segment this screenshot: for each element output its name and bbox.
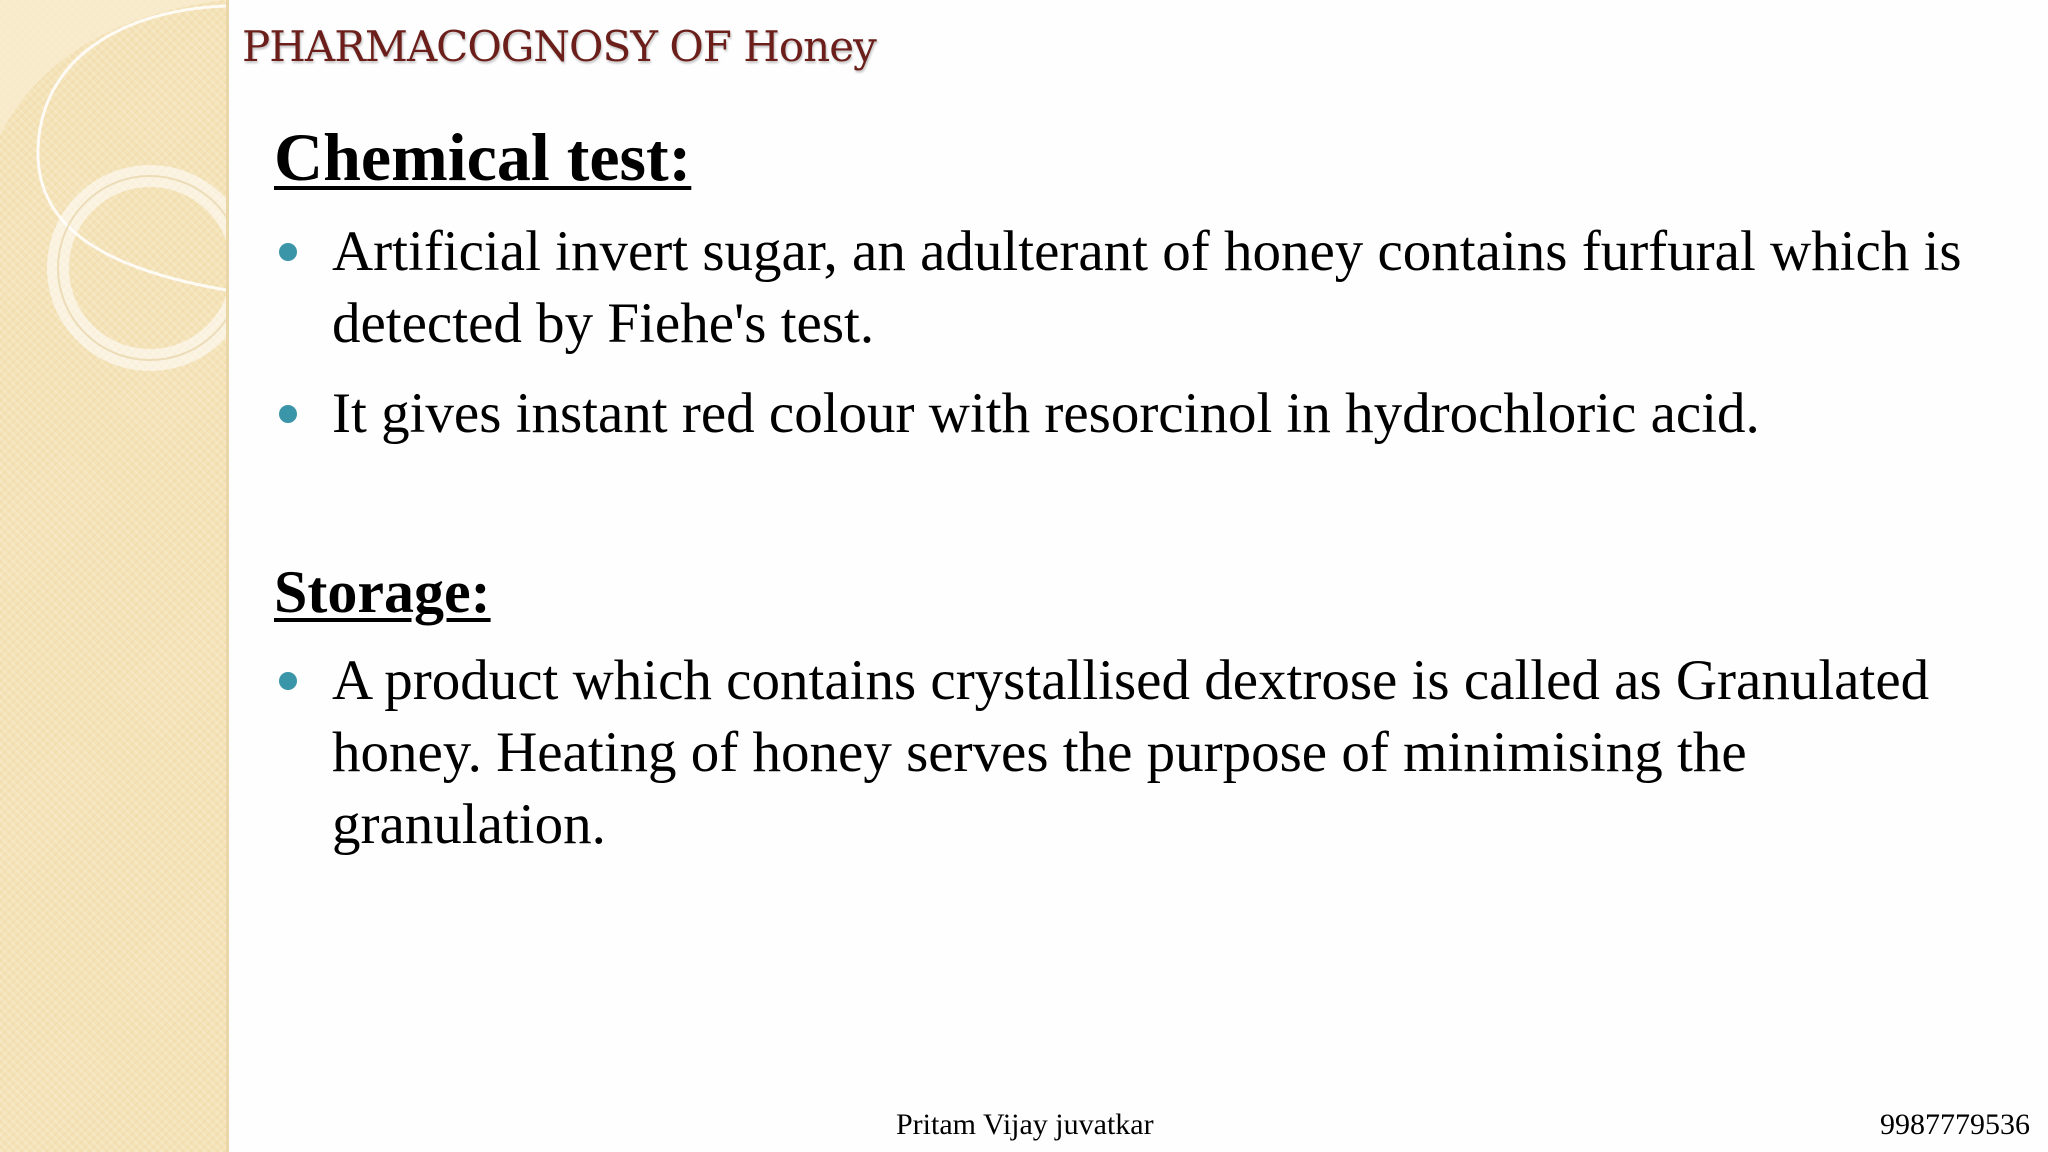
- chemical-test-list: [274, 216, 2034, 468]
- footer-author: Pritam Vijay juvatkar: [896, 1108, 1154, 1141]
- list-item: [274, 378, 2034, 450]
- storage-list: [274, 645, 2034, 879]
- decorative-side-panel: [0, 0, 229, 1152]
- slide-header-title: PHARMACOGNOSY OF Honey: [242, 22, 876, 71]
- list-item: [274, 216, 2034, 360]
- storage-heading: Storage:: [274, 559, 491, 625]
- chemical-test-heading: Chemical test:: [274, 119, 692, 195]
- list-item: [274, 645, 2034, 861]
- footer-phone: 9987779536: [1880, 1108, 2030, 1141]
- list-item-text: Artificial invert sugar, an adulterant of honey contains furfural which is detected by Fiehe's test.: [332, 220, 1962, 355]
- decorative-swirl-graphic: [0, 0, 226, 420]
- bullet-dot-icon: [279, 243, 297, 261]
- bullet-dot-icon: [279, 405, 297, 423]
- list-item-text: A product which contains crystallised dextrose is called as Granulated honey. Heating of honey serves the purpose of minimising the granulation.: [332, 649, 1930, 856]
- list-item-text: It gives instant red colour with resorcinol in hydrochloric acid.: [332, 382, 1760, 445]
- bullet-dot-icon: [279, 672, 297, 690]
